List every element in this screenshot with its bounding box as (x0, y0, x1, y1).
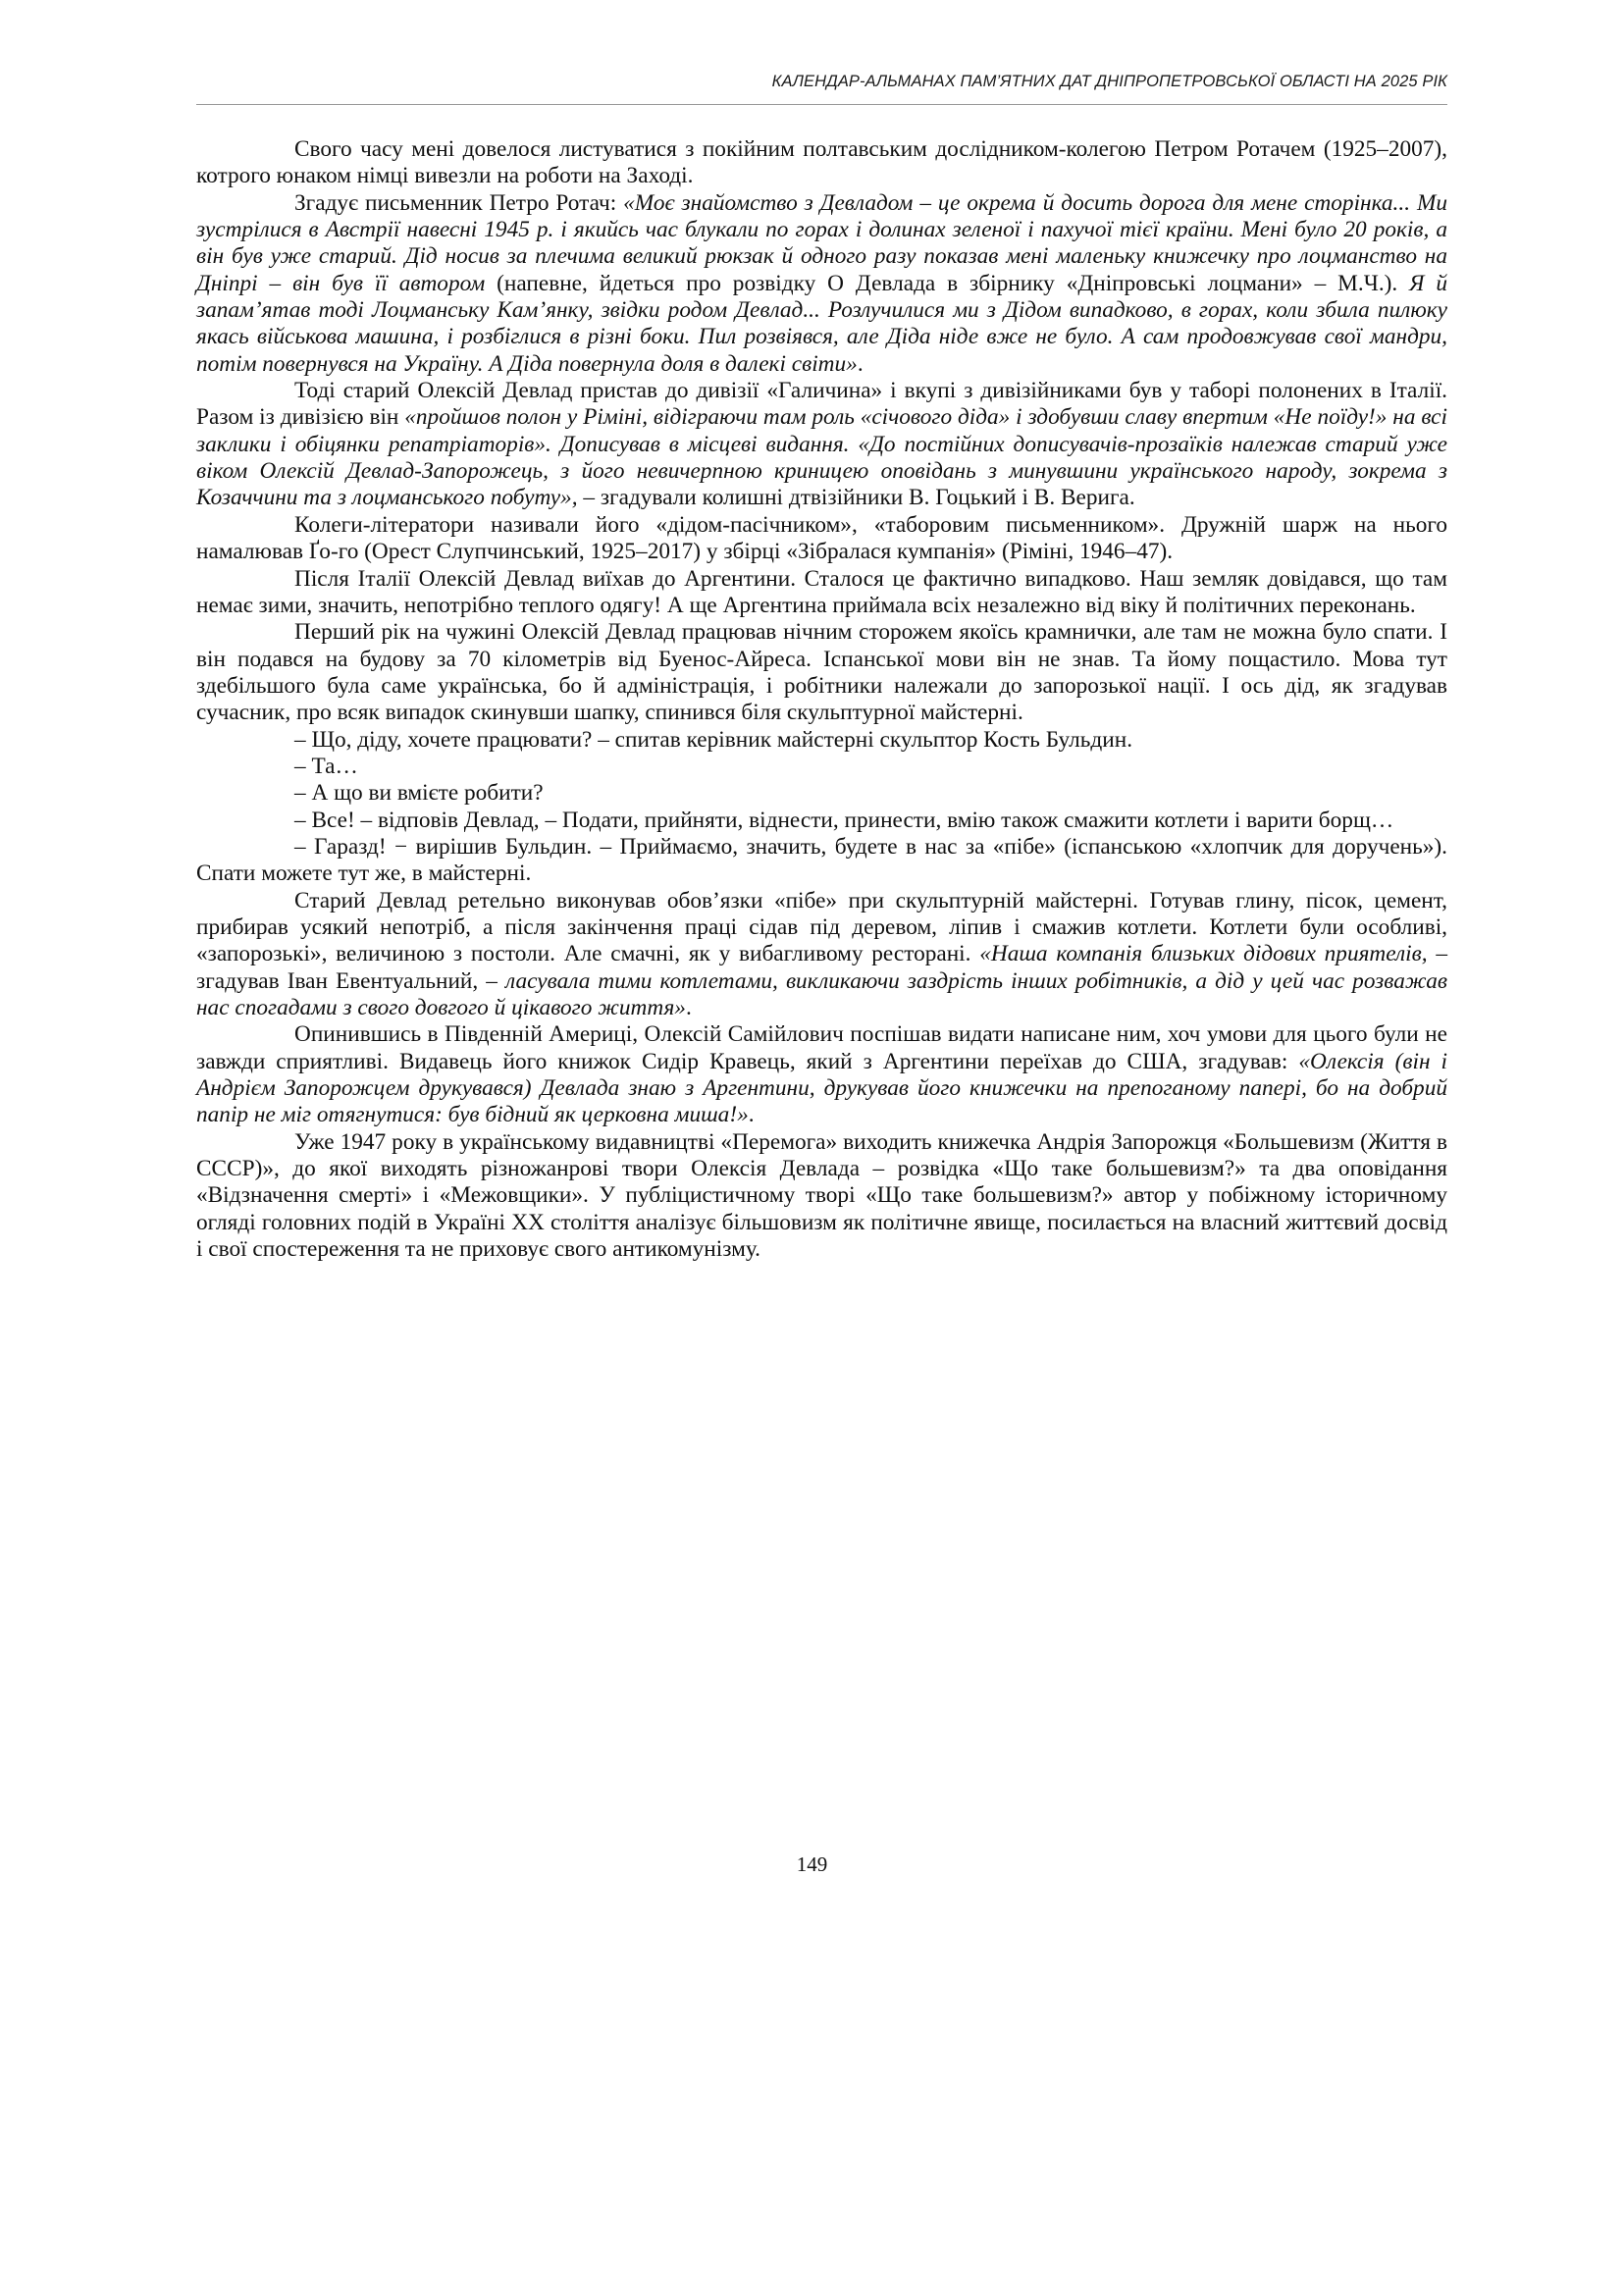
text-run: – згадував Іван Евентуальний, – (196, 941, 1447, 994)
text-run: . (857, 350, 864, 377)
paragraph (196, 780, 1447, 807)
page-number: 149 (796, 1852, 828, 1876)
paragraph (196, 136, 1447, 190)
text-run: – А що ви вмієте робити? (294, 780, 544, 807)
paragraph (196, 754, 1447, 780)
text-run: – Гаразд! − вирішив Бульдин. – Приймаємо, значить, будете в нас за «пібе» (іспанською «хлопчик для доручень»). Спати можете тут же, в майстерні. (196, 833, 1447, 887)
paragraph (196, 1129, 1447, 1264)
paragraph (196, 378, 1447, 512)
italic-quote-run: Я й запам’ятав тоді Лоцманську Кам’янку, звідки родом Девлад... Розлучилися ми з Дідом випадково, в горах, коли збила пилюку якась військова машина, і розбіглися в різні боки. Пил розвіявся, але Діда ніде вже не було. А сам продовжував свої мандри, потім повернувся на Україну. А Діда повернула доля в далекі світи» (196, 270, 1447, 377)
text-run: – Та… (294, 753, 358, 779)
text-run: Згадує письменник Петро Ротач: (294, 189, 624, 216)
paragraph (196, 834, 1447, 888)
text-run: – Що, діду, хочете працювати? – спитав керівник майстерні скульптор Кость Бульдин. (294, 726, 1133, 753)
paragraph (196, 566, 1447, 620)
paragraph (196, 888, 1447, 1022)
text-run: – згадували колишні дтвізійники В. Гоцький і В. Верига. (577, 485, 1135, 511)
header-rule (196, 104, 1447, 105)
italic-quote-run: «Наша компанія близьких дідових приятелів, (979, 941, 1428, 967)
text-run: Свого часу мені довелося листуватися з покійним полтавським дослідником-колегою Петром Ротачем (1925–2007), котрого юнаком німці вивезли на роботи на Заході. (196, 136, 1447, 189)
paragraph (196, 727, 1447, 754)
text-run: (напевне, йдеться про розвідку О Девлада в збірнику «Дніпровські лоцмани» – М.Ч.). (485, 270, 1410, 296)
text-run: Після Італії Олексій Девлад виїхав до Аргентини. Сталося це фактично випадково. Наш земляк довідався, що там немає зими, значить, непотрібно теплого одягу! А ще Аргентина приймала всіх незалежно від віку й політичних переконань. (196, 565, 1447, 618)
body-text (196, 136, 1447, 1263)
paragraph (196, 1021, 1447, 1128)
text-run: Уже 1947 року в українському видавництві «Перемога» виходить книжечка Андрія Запорожця «Большевизм (Життя в СССР)», до якої виходять різножанрові твори Олексія Девлада – розвідка «Що таке большевизм?» та два оповідання «Відзначення смерті» і «Межовщики». У публіцистичному творі «Що таке большевизм?» автор у побіжному історичному огляді головних подій в Україні ХХ століття аналізує більшовизм як політичне явище, посилається на власний життєвий досвід і свої спостереження та не приховує свого антикомунізму. (196, 1128, 1447, 1263)
text-run: . (685, 995, 692, 1020)
text-run: Тоді старий Олексій Девлад пристав до дивізії «Галичина» і вкупі з дивізійниками був у таборі полонених в Італії. Разом із дивізією він (196, 378, 1447, 431)
italic-quote-run: «Олексія (він і Андрієм Запорожцем друкувався) Девлада знаю з Аргентини, друкував його книжечки на препоганому папері, бо на добрий папір не міг отягнутися: був бідний як церковна миша!» (196, 1048, 1447, 1128)
text-run: Старий Девлад ретельно виконував обов’язки «пібе» при скульптурній майстерні. Готував глину, пісок, цемент, прибирав усякий непотріб, а після закінчення праці сідав під деревом, ліпив і смажив котлети. Котлети були особливі, «запорозькі», величиною з постоли. Але смачні, як у вибагливому ресторані. (196, 887, 1447, 967)
paragraph (196, 619, 1447, 726)
italic-quote-run: «Моє знайомство з Девладом – це окрема й досить дорога для мене сторінка... Ми зустрілися в Австрії навесні 1945 р. і якийсь час блукали по горах і долинах зеленої і пахучої тієї країни. Мені було 20 років, а він був уже старий. Дід носив за плечима великий рюкзак й одного разу показав мені маленьку книжечку про лоцманство на Дніпрі – він був її автором (196, 189, 1447, 296)
text-run: . (748, 1102, 755, 1128)
text-run: Опинившись в Південній Америці, Олексій Самійлович поспішав видати написане ним, хоч умови для цього були не завжди сприятливі. Видавець його книжок Сидір Кравець, який з Аргентини переїхав до США, згадував: (196, 1021, 1447, 1074)
italic-quote-run: ласувала тими котлетами, викликаючи заздрість інших робітників, а дід у цей час розважав нас спогадами з свого довгого й цікавого життя» (196, 967, 1447, 1020)
text-run: Колеги-літератори називали його «дідом-пасічником», «таборовим письменником». Дружній шарж на нього намалював Ґо-го (Орест Слупчинський, 1925–2017) у збірці «Зібралася кумпанія» (Ріміні, 1946–47). (196, 511, 1447, 565)
italic-quote-run: «пройшов полон у Ріміні, відіграючи там роль «січового діда» і здобувши славу впертим «Не поїду!» на всі заклики і обіцянки репатріаторів». Дописував в місцеві видання. «До постійних дописувачів-прозаїків належав старий уже віком Олексій Девлад-Запорожець, з його невичерпною криницею оповідань з минувшини українського народу, зокрема з Козаччини та з лоцманського побуту», (196, 404, 1447, 511)
running-header: КАЛЕНДАР-АЛЬМАНАХ ПАМ’ЯТНИХ ДАТ ДНІПРОПЕТРОВСЬКОЇ ОБЛАСТІ НА 2025 РІК (771, 73, 1447, 90)
paragraph (196, 512, 1447, 566)
paragraph (196, 808, 1447, 834)
text-run: – Все! – відповів Девлад, – Подати, прийняти, віднести, принести, вмію також смажити котлети і варити борщ… (294, 807, 1394, 833)
text-run: Перший рік на чужині Олексій Девлад працював нічним сторожем якоїсь крамнички, але там не можна було спати. І він подався на будову за 70 кілометрів від Буенос-Айреса. Іспанської мови він не знав. Та йому пощастило. Мова тут здебільшого була саме українська, бо й адміністрація, і робітники належали до запорозької нації. І ось дід, як згадував сучасник, про всяк випадок скинувши шапку, спинився біля скульптурної майстерні. (196, 619, 1447, 726)
paragraph (196, 190, 1447, 378)
